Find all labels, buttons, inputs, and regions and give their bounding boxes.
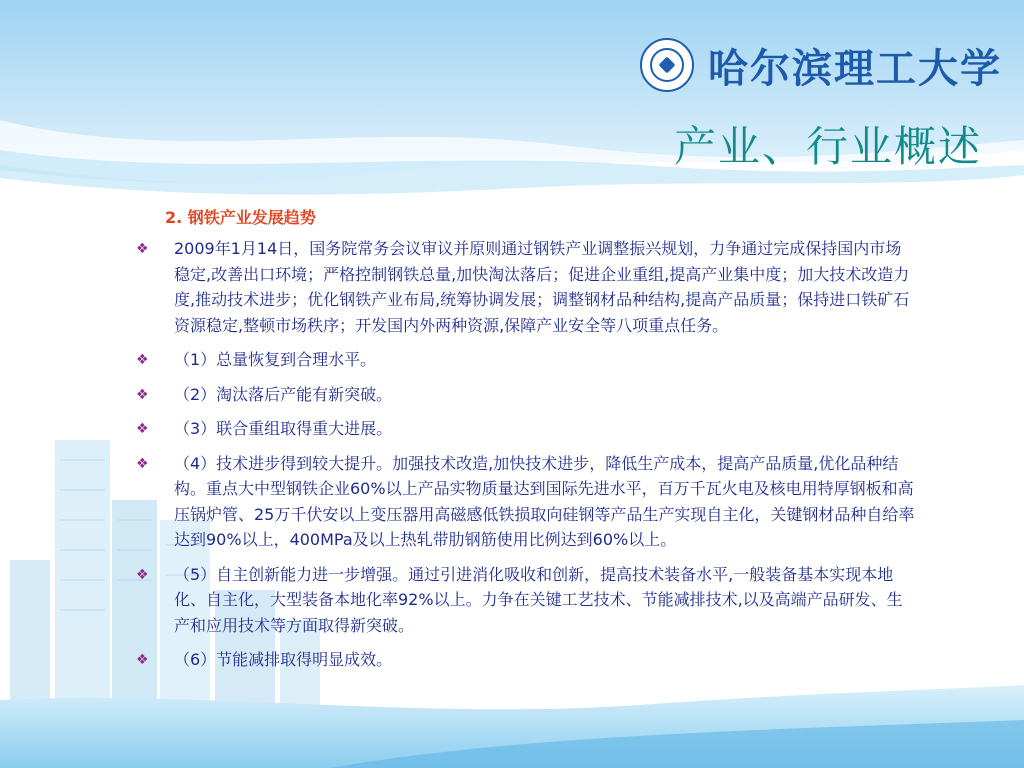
university-name: 哈尔滨理工大学	[708, 44, 1002, 92]
list-item	[136, 236, 916, 338]
list-item-text: （3）联合重组取得重大进展。	[174, 419, 393, 438]
list-item	[136, 416, 916, 442]
list-item-text: （6）节能减排取得明显成效。	[174, 650, 393, 669]
diamond-bullet-icon: ❖	[136, 352, 149, 368]
list-item-text: 2009年1月14日，国务院常务会议审议并原则通过钢铁产业调整振兴规划，力争通过完成保持国内市场稳定,改善出口环境；严格控制钢铁总量,加快淘汰落后；促进企业重组,提高产业集中度；加大技术改造力度,推动技术进步；优化钢铁产业布局,统筹协调发展；调整钢材品种结构,提高产品质量；保持进口铁矿石资源稳定,整顿市场秩序；开发国内外两种资源,保障产业安全等八项重点任务。	[174, 239, 910, 335]
list-item-text: （2）淘汰落后产能有新突破。	[174, 384, 393, 404]
list-item-text: （1）总量恢复到合理水平。	[174, 350, 377, 369]
list-item-text: （5）自主创新能力进一步增强。通过引进消化吸收和创新，提高技术装备水平,一般装备基本实现本地化、自主化，大型装备本地化率92%以上。力争在关键工艺技术、节能减排技术,以及高端产品研发、生产和应用技术等方面取得新突破。	[174, 564, 903, 635]
diamond-bullet-icon: ❖	[136, 421, 149, 437]
diamond-bullet-icon: ❖	[136, 386, 149, 403]
university-seal-icon	[640, 38, 694, 92]
diamond-bullet-icon: ❖	[136, 241, 149, 257]
list-item-text: （4）技术进步得到较大提升。加强技术改造,加快技术进步，降低生产成本，提高产品质量,优化品种结构。重点大中型钢铁企业60%以上产品实物质量达到国际先进水平，百万千瓦火电及核电用特厚钢板和高压锅炉管、25万千伏安以上变压器用高磁感低铁损取向硅钢等产品生产实现自主化，关键钢材品种自给率达到90%以上，400MPa及以上热轧带肋钢筋使用比例达到60%以上。	[174, 453, 915, 549]
list-item	[136, 647, 916, 673]
diamond-bullet-icon: ❖	[136, 652, 149, 668]
section-heading: 2. 钢铁产业发展趋势	[165, 208, 316, 227]
page-title: 产业、行业概述	[673, 122, 982, 171]
list-item	[136, 562, 916, 639]
diamond-bullet-icon: ❖	[136, 455, 149, 472]
bullet-list	[136, 236, 916, 682]
diamond-bullet-icon: ❖	[136, 566, 149, 583]
list-item	[136, 347, 916, 373]
list-item	[136, 382, 916, 408]
list-item	[136, 451, 916, 553]
university-logo	[640, 36, 1010, 94]
